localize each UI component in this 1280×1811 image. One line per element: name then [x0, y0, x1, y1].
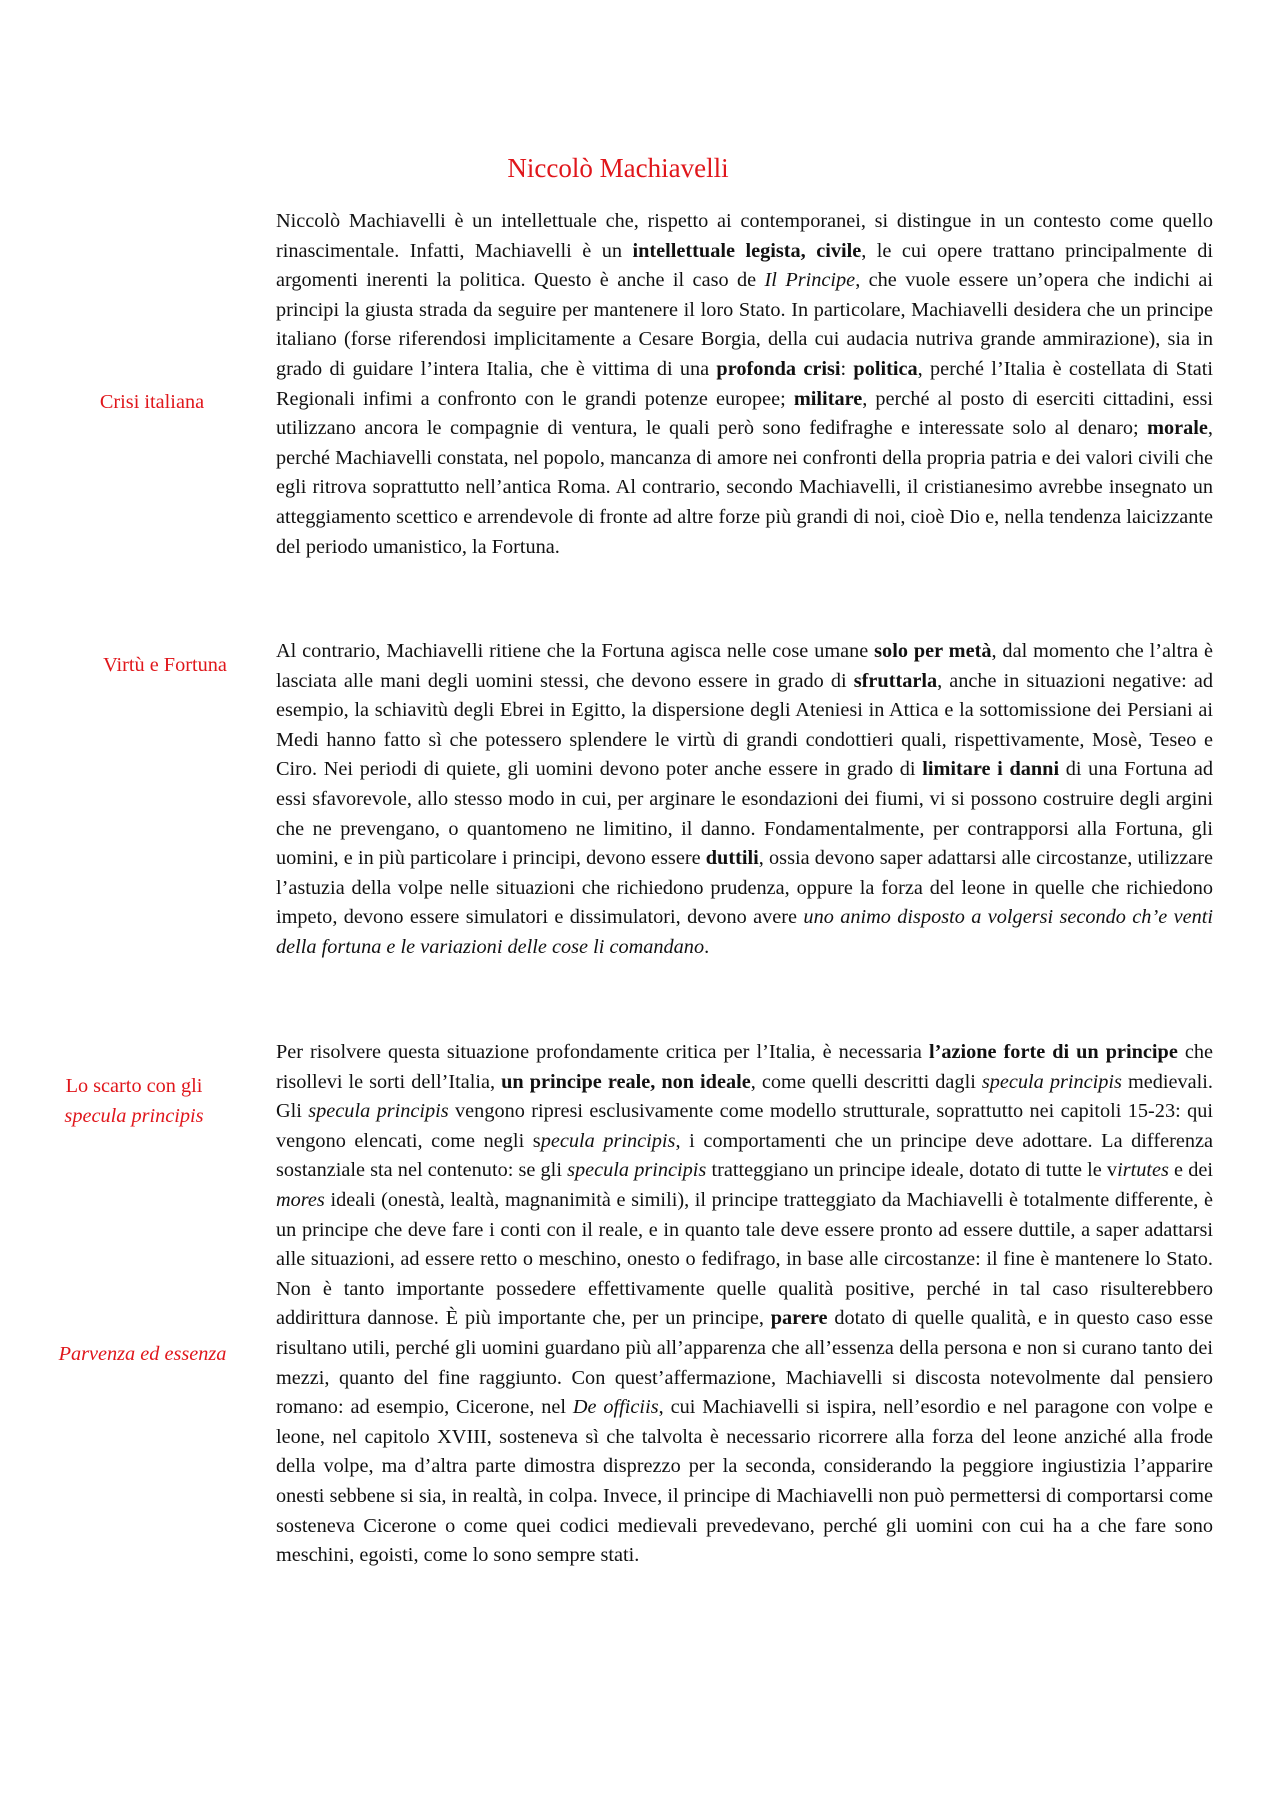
- bold-run: un principe reale, non ideale: [501, 1070, 751, 1093]
- text-run: , anche in situazioni negative: ad esempio, la schiavitù degli Ebrei in Egitto, la dispersione degli Ateniesi in Attica e la sottomissione dei Persiani ai Medi hanno fatto sì che potessero splendere le virtù di grandi condottieri quali, rispettivamente, Mosè, Teseo e Ciro. Nei periodi di quiete, gli uomini devono poter anche essere in grado di: [276, 669, 1213, 781]
- bold-run: limitare i danni: [922, 758, 1060, 781]
- text-run: di una Fortuna ad essi sfavorevole, allo stesso modo in cui, per arginare le esondazioni dei fiumi, vi si possono costruire degli argini che ne prevengano, o quantomeno ne limitino, il danno. Fondamentalmente, per contrapporsi alla Fortuna, gli uomini, e in più particolare i principi, devono essere: [276, 758, 1213, 870]
- text-run: , che vuole essere un’opera che indichi ai principi la giusta strada da seguire per mantenere il loro Stato. In particolare, Machiavelli desidera che un principe italiano (forse riferendosi implicitamente a Cesare Borgia, della cui audacia nutriva grande ammirazione), sia in grado di guidare l’intera Italia, che è vittima di una: [276, 269, 1214, 380]
- text-run: tratteggiano un principe ideale, dotato di tutte le v: [706, 1159, 1118, 1182]
- document-title: Niccolò Machiavelli: [507, 153, 729, 183]
- text-run: dotato di quelle qualità, e in questo caso esse risultano utili, perché gli uomini guardano più all’apparenza che all’essenza della persona e non si curano tanto dei mezzi, quanto del fine raggiunto. Con quest’affermazione, Machiavelli si discosta notevolmente dal pensiero romano: ad esempio, Cicerone, nel: [276, 1307, 1213, 1419]
- bold-run: profonda crisi: [716, 357, 841, 380]
- text-run: .: [704, 935, 710, 958]
- italic-run: Il Principe: [764, 269, 856, 292]
- paragraph-2: [276, 637, 1213, 963]
- bold-run: l’azione forte di un principe: [928, 1041, 1178, 1063]
- bold-run: militare: [793, 387, 863, 410]
- italic-run: pecula principis: [540, 1129, 676, 1152]
- paragraph-3: [276, 1038, 1213, 1571]
- text-run: , perché Machiavelli constata, nel popolo, mancanza di amore nei confronti della propria patria e dei valori civili che egli ritrova soprattutto nell’antica Roma. Al contrario, secondo Machiavelli, il cristianesimo avrebbe insegnato un atteggiamento scettico e arrendevole di fronte ad altre forze più grandi di noi, cioè Dio e, nella tendenza laicizzante del periodo umanistico, la Fortuna.: [276, 417, 1213, 558]
- text-run: :: [840, 357, 854, 380]
- text-run: Niccolò Machiavelli è un intellettuale che, rispetto ai contemporanei, si distingue in un contesto come quello rinascimentale. Infatti, Machiavelli è un: [276, 210, 1213, 262]
- text-run: , ossia devono saper adattarsi alle circostanze, utilizzare l’astuzia della volpe nelle situazioni che richiedono prudenza, oppure la forza del leone in quelle che richiedono impeto, devono essere simulatori e dissimulatori, devono avere: [276, 847, 1213, 929]
- margin-note-virtu: Virtù e Fortuna: [103, 654, 227, 676]
- margin-note-scarto: [44, 1072, 224, 1131]
- text-run: , come quelli descritti dagli: [750, 1070, 982, 1093]
- italic-run: specula principis: [308, 1100, 449, 1123]
- text-run: ideali (onestà, lealtà, magnanimità e simili), il principe tratteggiato da Machiavelli è totalmente differente, è un principe che deve fare i conti con il reale, e in quanto tale deve essere pronto ad essere duttile, a saper adattarsi alle situazioni, ad essere retto o meschino, onesto o fedifrago, in base alle circostanze: il fine è mantenere lo Stato. Non è tanto importante possedere effettivamente quelle qualità positive, perché in tal caso risulterebbero addirittura dannose. È più importante che, per un principe,: [276, 1188, 1213, 1330]
- text-run: e dei: [1168, 1159, 1213, 1182]
- bold-run: politica: [853, 357, 918, 380]
- margin-note-scarto-italic: specula principis: [64, 1104, 204, 1127]
- text-run: , cui Machiavelli si ispira, nell’esordio e nel paragone con volpe e leone, nel capitolo XVIII, sosteneva sì che talvolta è necessario ricorrere alla forza del leone anziché alla frode della volpe, ma d’altra parte dimostra disprezzo per la seconda, considerando la peggiore ingiustizia l’apparire onesti sebbene si sia, in realtà, in colpa. Invece, il principe di Machiavelli non può permettersi di comportarsi come sosteneva Cicerone o come quei codici medievali prevedevano, perché gli uomini con cui ha a che fare sono meschini, egoisti, come lo sono sempre stati.: [276, 1396, 1213, 1567]
- text-run: medievali. Gli: [276, 1070, 1214, 1123]
- italic-run: De officiis: [572, 1396, 659, 1419]
- margin-note-parvenza: Parvenza ed essenza: [58, 1343, 227, 1365]
- bold-run: intellettuale legista, civile: [632, 239, 862, 262]
- bold-run: parere: [770, 1307, 828, 1330]
- text-run: Al contrario, Machiavelli ritiene che la Fortuna agisca nelle cose umane: [276, 640, 875, 662]
- text-run: , dal momento che l’altra è lasciata alle mani degli uomini stessi, che devono essere in grado di: [276, 640, 1213, 692]
- italic-run: irtutes: [1117, 1159, 1169, 1182]
- text-run: , i comportamenti che un principe deve adottare. La differenza sostanziale sta nel contenuto: se gli: [276, 1129, 1213, 1182]
- italic-run: specula principis: [567, 1159, 707, 1182]
- bold-run: duttili: [705, 847, 759, 870]
- text-run: , perché al posto di eserciti cittadini, essi utilizzano ancora le compagnie di ventura, le quali però sono fedifraghe e interessate solo al denaro;: [276, 387, 1213, 440]
- bold-run: morale: [1147, 417, 1208, 440]
- text-run: , le cui opere trattano principalmente di argomenti inerenti la politica. Questo è anche il caso de: [276, 239, 1213, 292]
- italic-run: uno animo disposto a volgersi secondo ch’e venti della fortuna e le variazioni delle cose li comandano: [276, 906, 1213, 958]
- text-run: , perché l’Italia è costellata di Stati Regionali infimi a confronto con le grandi potenze europee;: [276, 357, 1213, 410]
- italic-run: specula principis: [981, 1070, 1122, 1093]
- bold-run: sfruttarla: [853, 669, 938, 692]
- margin-note-scarto-text: Lo scarto con gli: [65, 1075, 203, 1097]
- italic-run: mores: [276, 1188, 325, 1211]
- text-run: Per risolvere questa situazione profondamente critica per l’Italia, è necessaria: [276, 1041, 929, 1063]
- margin-note-crisi: Crisi italiana: [99, 391, 205, 413]
- bold-run: solo per metà: [874, 640, 992, 662]
- paragraph-1: [276, 207, 1213, 562]
- text-run: vengono ripresi esclusivamente come modello strutturale, soprattutto nei capitoli 15-23: qui vengono elencati, come negli s: [276, 1100, 1213, 1152]
- text-run: che risollevi le sorti dell’Italia,: [276, 1041, 1214, 1093]
